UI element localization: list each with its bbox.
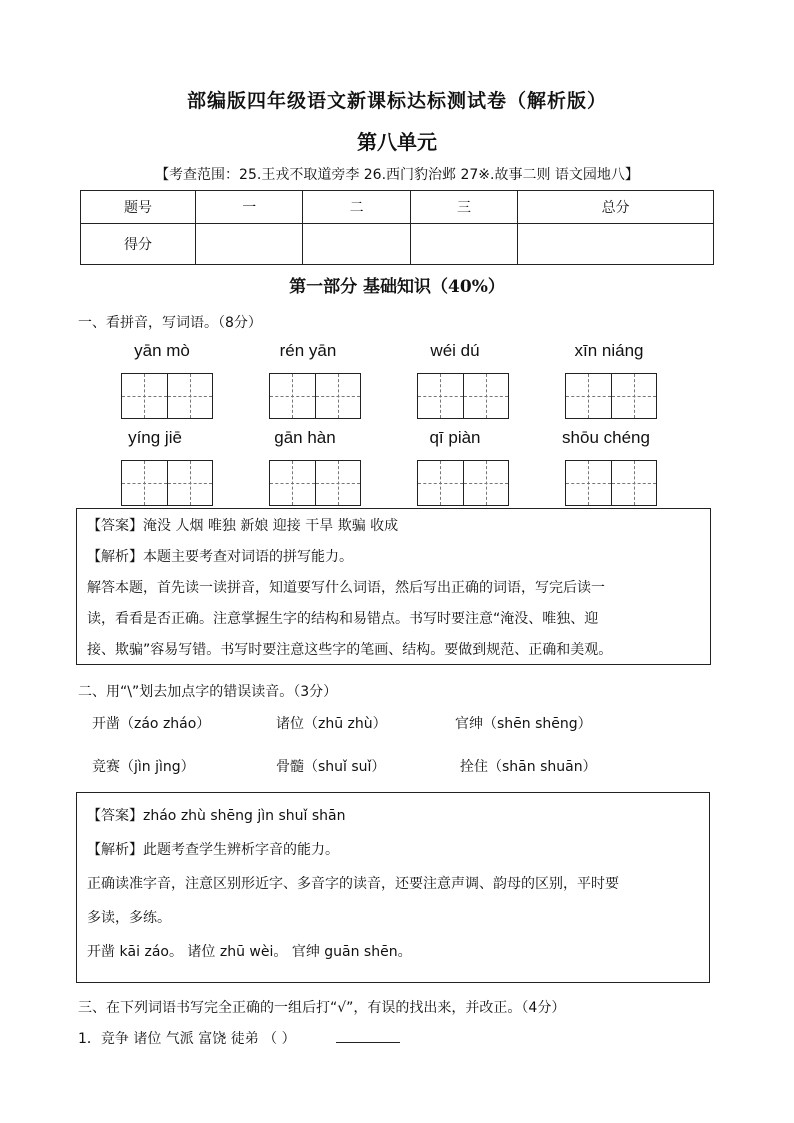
analysis-line: 【解析】本题主要考查对词语的拼写能力。 [87, 549, 353, 565]
reading-item: 诸位（zhū zhù） [276, 716, 387, 732]
q2-answer-box [76, 792, 710, 983]
reading-item: 官绅（shēn shēng） [455, 716, 592, 732]
pinyin-label: rén yān [279, 341, 337, 360]
part1-title: 第一部分 基础知识（40%） [289, 277, 505, 297]
analysis-line: 开凿 kāi záo。 诸位 zhū wèi。 官绅 guān shēn。 [87, 944, 412, 960]
answer-line: 【答案】淹没 人烟 唯独 新娘 迎接 干旱 欺骗 收成 [87, 518, 399, 534]
score-cell-3[interactable] [410, 224, 517, 265]
q3-item-text: 1．竞争 诸位 气派 富饶 徒弟 （ ） [78, 1031, 296, 1047]
pinyin-label: shōu chéng [562, 428, 650, 447]
writing-grid[interactable] [565, 373, 657, 419]
q3-title: 三、在下列词语书写完全正确的一组后打“√”，有误的找出来，并改正。（4分） [78, 1000, 566, 1016]
pinyin-label: yíng jiē [128, 428, 182, 447]
analysis-line: 正确读准字音，注意区别形近字、多音字的读音，还要注意声调、韵母的区别，平时要 [87, 876, 619, 892]
pinyin-label: wéi dú [430, 341, 480, 360]
q1-answer-box [76, 508, 711, 665]
analysis-line: 接、欺骗”容易写错。书写时要注意这些字的笔画、结构。要做到规范、正确和美观。 [87, 642, 613, 658]
exam-scope: 【考查范围：25.王戎不取道旁李 26.西门豹治邺 27※.故事二则 语文园地八】 [155, 167, 639, 183]
writing-grid[interactable] [417, 460, 509, 506]
pinyin-label: gān hàn [274, 428, 336, 447]
q2-title: 二、用“\”划去加点字的错误读音。（3分） [78, 684, 338, 700]
score-header-total: 总分 [518, 191, 714, 224]
writing-grid[interactable] [121, 373, 213, 419]
reading-item: 竞赛（jìn jìng） [92, 759, 195, 775]
writing-grid[interactable] [269, 460, 361, 506]
answer-blank[interactable] [336, 1028, 400, 1043]
writing-grid[interactable] [121, 460, 213, 506]
score-header-2: 二 [303, 191, 410, 224]
writing-grid[interactable] [417, 373, 509, 419]
score-header-3: 三 [410, 191, 517, 224]
score-table [80, 190, 714, 265]
pinyin-label: xīn niáng [574, 341, 644, 360]
pinyin-label: yān mò [134, 341, 190, 360]
analysis-line: 解答本题，首先读一读拼音，知道要写什么词语，然后写出正确的词语，写完后读一 [87, 580, 605, 596]
pinyin-label: qī piàn [429, 428, 481, 447]
score-cell-total[interactable] [518, 224, 714, 265]
reading-item: 骨髓（shuǐ suǐ） [276, 759, 386, 775]
q1-title: 一、看拼音，写词语。（8分） [78, 315, 262, 331]
unit-title: 第八单元 [357, 130, 437, 154]
score-header-1: 一 [196, 191, 303, 224]
analysis-line: 【解析】此题考查学生辨析字音的能力。 [87, 842, 339, 858]
exam-title: 部编版四年级语文新课标达标测试卷（解析版） [186, 90, 607, 112]
writing-grid[interactable] [565, 460, 657, 506]
score-cell-1[interactable] [196, 224, 303, 265]
score-header-item: 题号 [81, 191, 196, 224]
reading-item: 拴住（shān shuān） [460, 759, 597, 775]
q3-item-1 [78, 1028, 400, 1048]
writing-grid[interactable] [269, 373, 361, 419]
analysis-line: 多读，多练。 [87, 910, 171, 926]
score-cell-2[interactable] [303, 224, 410, 265]
score-row-label: 得分 [81, 224, 196, 265]
analysis-line: 读，看看是否正确。注意掌握生字的结构和易错点。书写时要注意“淹没、唯独、迎 [87, 611, 599, 627]
answer-line: 【答案】zháo zhù shēng jìn shuǐ shān [87, 808, 346, 824]
reading-item: 开凿（záo zháo） [92, 716, 211, 732]
